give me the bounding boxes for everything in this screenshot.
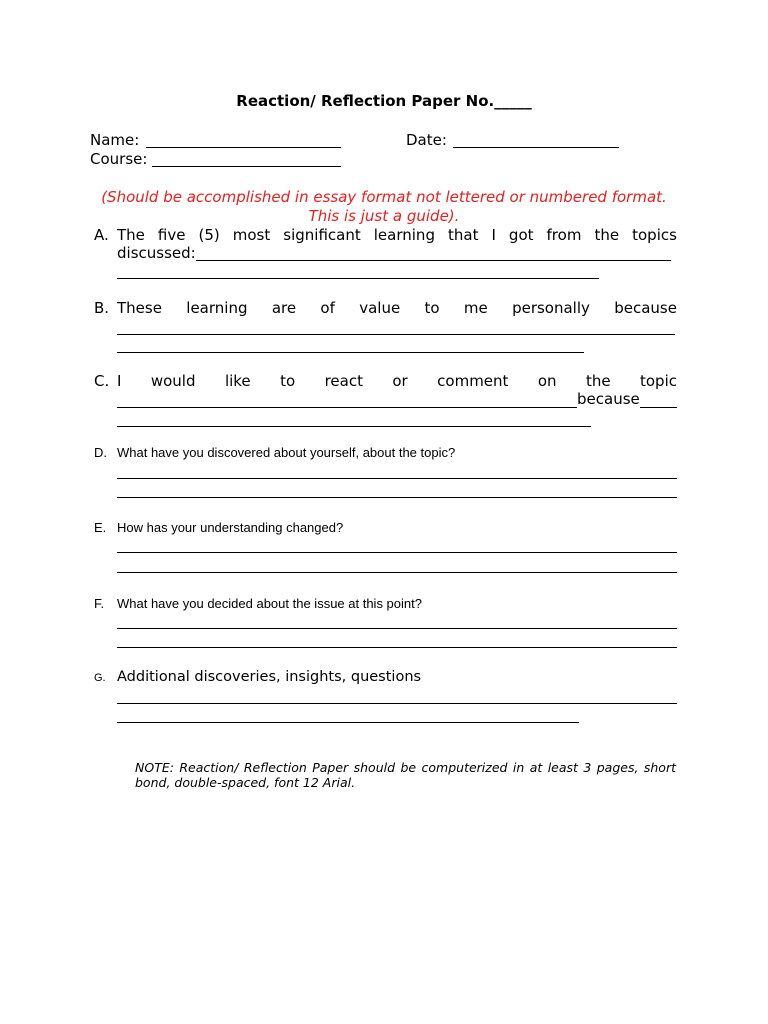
item-a-word: five bbox=[157, 226, 186, 244]
item-b-word: These bbox=[117, 299, 162, 317]
item-e-answer-line-2[interactable] bbox=[117, 572, 677, 573]
item-a-word: most bbox=[232, 226, 271, 244]
item-c-word: react bbox=[324, 372, 363, 390]
item-a-word: significant bbox=[283, 226, 361, 244]
item-g-letter: G. bbox=[94, 672, 106, 684]
item-d-letter: D. bbox=[94, 445, 107, 460]
item-b-letter: B. bbox=[94, 299, 110, 317]
item-f-answer-line-2[interactable] bbox=[117, 647, 677, 648]
item-a-line2-label: discussed: bbox=[117, 244, 196, 262]
item-b-word: of bbox=[320, 299, 335, 317]
item-b-word: are bbox=[271, 299, 297, 317]
item-b-word: value bbox=[359, 299, 401, 317]
item-b-word: me bbox=[463, 299, 488, 317]
item-d-question: What have you discovered about yourself, about the topic? bbox=[117, 445, 456, 460]
item-c-word: would bbox=[150, 372, 196, 390]
title-blank: _____ bbox=[494, 92, 532, 110]
note-text: NOTE: Reaction/ Reflection Paper should be computerized in at least 3 pages, short bond, double-spaced, font 12 Arial. bbox=[135, 760, 676, 790]
item-a-word: from bbox=[546, 226, 582, 244]
date-field[interactable] bbox=[453, 147, 619, 148]
item-c-because-label: because bbox=[577, 390, 640, 408]
item-b-answer-line-2[interactable] bbox=[117, 352, 584, 353]
course-label: Course: bbox=[90, 150, 148, 168]
item-a-answer-line-1[interactable] bbox=[196, 260, 671, 261]
page-title bbox=[0, 92, 768, 110]
item-f-letter: F. bbox=[94, 596, 105, 611]
item-f-answer-line-1[interactable] bbox=[117, 628, 677, 629]
item-g-question: Additional discoveries, insights, questions bbox=[117, 669, 422, 685]
item-c-answer-line-2[interactable] bbox=[640, 407, 677, 408]
item-c-word: comment bbox=[437, 372, 509, 390]
item-a-letter: A. bbox=[94, 226, 109, 244]
item-c-word: on bbox=[537, 372, 557, 390]
item-a-word: I bbox=[491, 226, 496, 244]
item-a-word: learning bbox=[373, 226, 435, 244]
item-g-answer-line-1[interactable] bbox=[117, 703, 677, 704]
item-c-word: to bbox=[280, 372, 296, 390]
name-label: Name: bbox=[90, 131, 140, 149]
item-e-answer-line-1[interactable] bbox=[117, 552, 677, 553]
item-a-word: that bbox=[447, 226, 479, 244]
item-b-prompt bbox=[117, 299, 677, 317]
item-a-word: got bbox=[508, 226, 534, 244]
item-a-answer-line-2[interactable] bbox=[117, 278, 599, 279]
item-d-answer-line-1[interactable] bbox=[117, 478, 677, 479]
item-b-word: learning bbox=[186, 299, 248, 317]
title-text: Reaction/ Reflection Paper No. bbox=[236, 92, 495, 110]
item-a-word: the bbox=[594, 226, 620, 244]
item-c-word: like bbox=[224, 372, 251, 390]
course-field[interactable] bbox=[152, 166, 341, 167]
item-c-answer-line-3[interactable] bbox=[117, 426, 591, 427]
item-c-letter: C. bbox=[94, 372, 110, 390]
item-f-question: What have you decided about the issue at this point? bbox=[117, 596, 422, 611]
item-e-letter: E. bbox=[94, 520, 107, 535]
item-a-word: The bbox=[117, 226, 145, 244]
item-e-question: How has your understanding changed? bbox=[117, 520, 344, 535]
item-b-word: personally bbox=[512, 299, 590, 317]
item-a-word: topics bbox=[632, 226, 677, 244]
item-g-answer-line-2[interactable] bbox=[117, 722, 579, 723]
item-c-prompt bbox=[117, 372, 677, 390]
item-c-word: I bbox=[117, 372, 122, 390]
item-b-word: to bbox=[424, 299, 440, 317]
date-label: Date: bbox=[406, 131, 447, 149]
item-c-word: topic bbox=[640, 372, 677, 390]
item-c-answer-line-1[interactable] bbox=[117, 407, 577, 408]
item-c-word: or bbox=[392, 372, 408, 390]
item-c-word: the bbox=[585, 372, 611, 390]
name-field[interactable] bbox=[146, 147, 341, 148]
item-a-prompt bbox=[117, 226, 677, 244]
item-d-answer-line-2[interactable] bbox=[117, 497, 677, 498]
instruction-line-2: This is just a guide). bbox=[308, 207, 460, 225]
item-b-word: because bbox=[614, 299, 677, 317]
item-b-answer-line-1[interactable] bbox=[117, 334, 675, 335]
instruction-line-1: (Should be accomplished in essay format not lettered or numbered format. bbox=[101, 188, 667, 206]
item-a-word: (5) bbox=[198, 226, 220, 244]
